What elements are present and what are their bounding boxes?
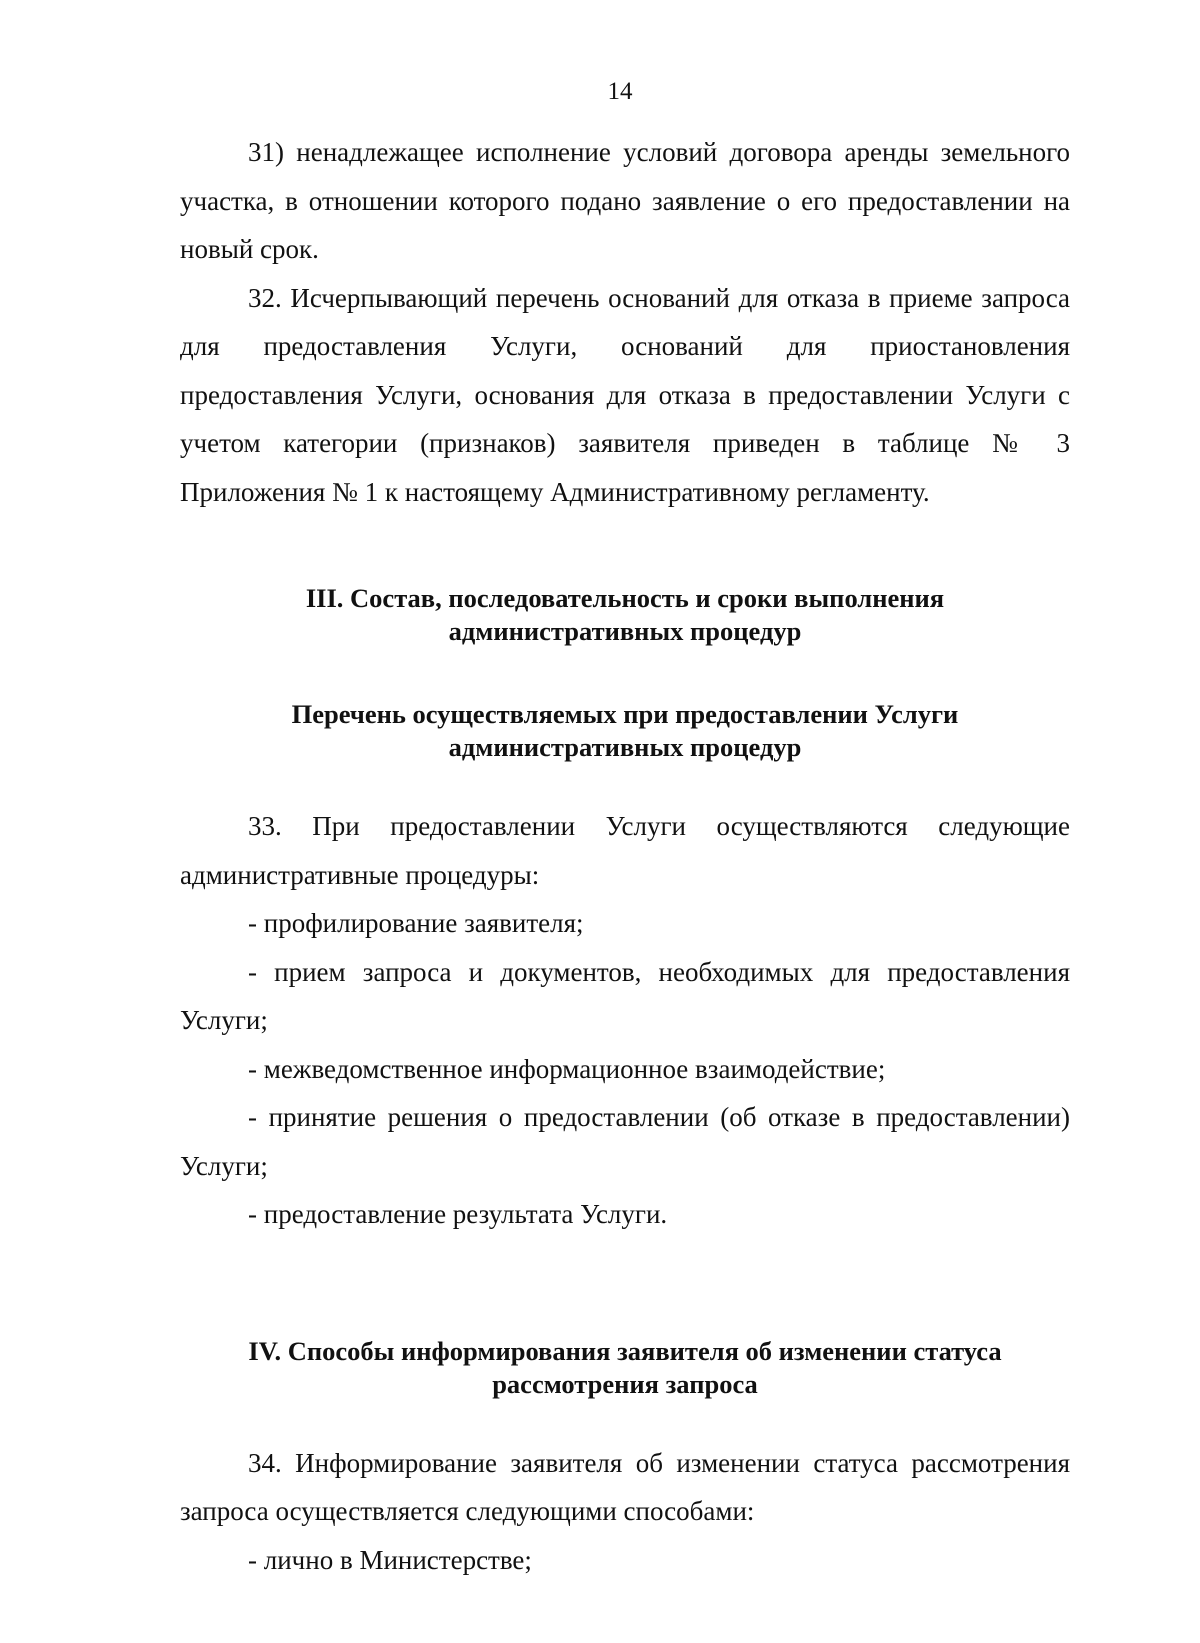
method-item: - лично в Министерстве; — [248, 1544, 532, 1575]
section-3-heading — [180, 582, 1070, 648]
section-4-heading-line2: рассмотрения запроса — [492, 1368, 758, 1399]
page-number: 14 — [607, 78, 633, 105]
procedure-item: - межведомственное информационное взаимодействие; — [248, 1053, 886, 1084]
section-3-subheading — [180, 698, 1070, 764]
section-3-subheading-line2: административных процедур — [448, 732, 802, 762]
section-4-heading-line1: IV. Способы информирования заявителя об изменении статуса — [248, 1335, 1002, 1366]
paragraph-32: 32. Исчерпывающий перечень оснований для отказа в приеме запроса для предоставления Услуги, оснований для приостановления предоставления Услуги, основания для отказа в предоставлении Услуги с учетом категории (признаков) заявителя приведен в таблице № 3 Приложения № 1 к настоящему Административному регламенту. — [180, 282, 1070, 507]
paragraph-34: 34. Информирование заявителя об изменении статуса рассмотрения запроса осуществляется следующими способами: — [180, 1447, 1070, 1526]
section-3-subheading-line1: Перечень осуществляемых при предоставлении Услуги — [291, 699, 959, 729]
procedure-item: - профилирование заявителя; — [248, 908, 584, 938]
section-3-heading-line1: III. Состав, последовательность и сроки выполнения — [305, 583, 945, 613]
section-3-heading-line2: административных процедур — [448, 616, 802, 646]
paragraph-31: 31) ненадлежащее исполнение условий договора аренды земельного участка, в отношении которого подано заявление о его предоставлении на новый срок. — [180, 137, 1070, 264]
paragraph-33: 33. При предоставлении Услуги осуществляются следующие административные процедуры: — [180, 811, 1070, 890]
procedure-item: - прием запроса и документов, необходимых для предоставления Услуги; — [180, 956, 1070, 1035]
section-4-heading — [180, 1335, 1070, 1401]
procedure-item: - предоставление результата Услуги. — [248, 1199, 668, 1229]
procedure-item: - принятие решения о предоставлении (об отказе в предоставлении) Услуги; — [180, 1102, 1070, 1181]
document-body — [180, 128, 1070, 1584]
